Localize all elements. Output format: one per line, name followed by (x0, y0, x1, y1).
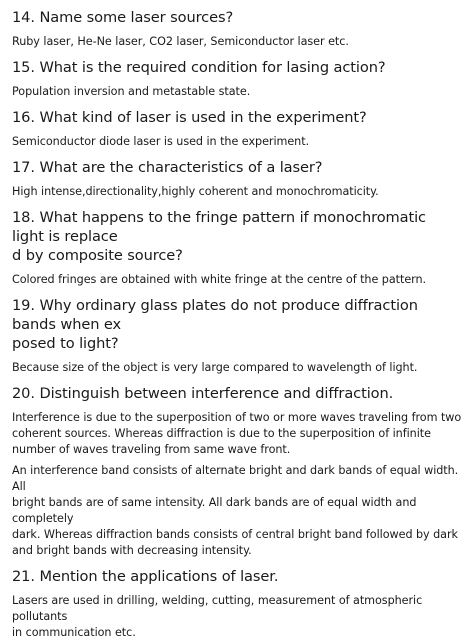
question-heading: 16. What kind of laser is used in the experiment? (12, 109, 367, 126)
question-heading: 20. Distinguish between interference and diffraction. (12, 385, 394, 402)
qa-item-14 (12, 8, 462, 50)
question-heading: 14. Name some laser sources? (12, 9, 234, 26)
answer-text: High intense,directionality,highly coherent and monochromaticity. (12, 185, 379, 198)
answer-text: Interference is due to the superposition of two or more waves traveling from two coherent sources. Whereas diffraction is due to the superposition of infinite number of waves traveling from same wave front. (12, 411, 462, 456)
answer-text: Semiconductor diode laser is used in the experiment. (12, 135, 310, 148)
answer-text: Because size of the object is very large compared to wavelength of light. (12, 361, 418, 374)
qa-item-20 (12, 384, 462, 559)
answer-text: An interference band consists of alternate bright and dark bands of equal width. All bright bands are of same intensity. All dark bands are of equal width and completely dark. Whereas diffraction bands consists of central bright band followed by dark and bright bands with decreasing intensity. (12, 464, 459, 557)
qa-item-19 (12, 296, 462, 376)
question-heading: 18. What happens to the fringe pattern if monochromatic light is replace d by composite source? (12, 209, 426, 264)
question-heading: 15. What is the required condition for lasing action? (12, 59, 386, 76)
question-heading: 19. Why ordinary glass plates do not produce diffraction bands when ex posed to light? (12, 297, 418, 352)
qa-item-17 (12, 158, 462, 200)
question-heading: 17. What are the characteristics of a laser? (12, 159, 323, 176)
answer-text: Population inversion and metastable state. (12, 85, 251, 98)
answer-text: Ruby laser, He-Ne laser, CO2 laser, Semiconductor laser etc. (12, 35, 349, 48)
qa-item-21 (12, 567, 462, 641)
qa-item-15 (12, 58, 462, 100)
question-heading: 21. Mention the applications of laser. (12, 568, 279, 585)
qa-item-16 (12, 108, 462, 150)
answer-text: Colored fringes are obtained with white fringe at the centre of the pattern. (12, 273, 427, 286)
answer-text: Lasers are used in drilling, welding, cutting, measurement of atmospheric pollutants in communication etc. (12, 594, 423, 639)
qa-item-18 (12, 208, 462, 288)
